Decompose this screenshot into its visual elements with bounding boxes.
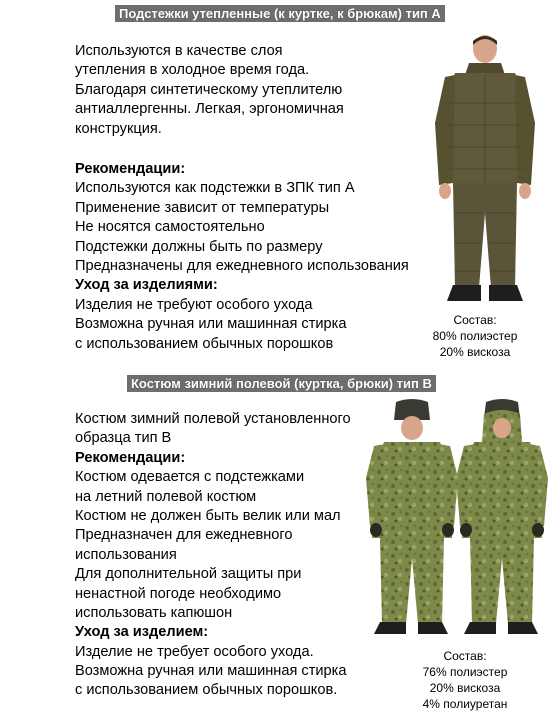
text-line: на летний полевой костюм — [75, 488, 257, 505]
care-title: Уход за изделием: — [75, 624, 209, 641]
text-line: Благодаря синтетическому утеплителю — [75, 81, 343, 98]
composition-line: 4% полиуретан — [422, 697, 508, 711]
text-line: использовать капюшон — [75, 604, 233, 621]
text-line: Костюм зимний полевой установленного — [75, 411, 351, 427]
text-line: с использованием обычных порошков — [75, 335, 334, 352]
text-line: Предназначен для ежедневного — [75, 527, 293, 544]
composition-title: Состав: — [453, 313, 497, 327]
text-line: Изделия не требуют особого ухода — [75, 296, 313, 313]
composition-line: 20% вискоза — [429, 681, 501, 695]
section1-composition — [420, 312, 530, 360]
text-line: утепления в холодное время года. — [75, 62, 310, 79]
text-line: Подстежки должны быть по размеру — [75, 238, 323, 255]
text-line: конструкция. — [75, 120, 162, 137]
soldier-1 — [366, 399, 458, 634]
text-line: Используются в качестве слоя — [75, 43, 283, 59]
text-line: образца тип В — [75, 430, 172, 447]
soldier-2 — [456, 399, 548, 634]
section2-composition — [410, 648, 520, 712]
text-line: Костюм не должен быть велик или мал — [75, 507, 341, 524]
section1-header: Подстежки утепленные (к куртке, к брюкам) тип А — [115, 5, 445, 22]
text-line: с использованием обычных порошков. — [75, 682, 338, 699]
text-line: Возможна ручная или машинная стирка — [75, 316, 347, 333]
recommendations-title: Рекомендации: — [75, 449, 186, 466]
winter-suit-image — [362, 398, 554, 640]
composition-title: Состав: — [443, 649, 487, 663]
text-line: Предназначены для ежедневного использования — [75, 257, 409, 274]
text-line: Для дополнительной защиты при — [75, 566, 302, 583]
care-title: Уход за изделиями: — [75, 277, 218, 294]
text-line: антиаллергенны. Легкая, эргономичная — [75, 101, 344, 118]
liner-suit-image — [425, 33, 545, 308]
section2-header: Костюм зимний полевой (куртка, брюки) тип В — [127, 375, 436, 392]
text-line: Костюм одевается с подстежками — [75, 469, 305, 486]
text-line: Используются как подстежки в ЗПК тип А — [75, 180, 355, 197]
composition-line: 80% полиэстер — [432, 329, 518, 343]
section1-intro — [75, 42, 344, 139]
composition-line: 76% полиэстер — [422, 665, 508, 679]
recommendations-title: Рекомендации: — [75, 161, 186, 177]
text-line: использования — [75, 546, 177, 563]
text-line: Не носятся самостоятельно — [75, 219, 265, 236]
text-line: ненастной погоде необходимо — [75, 585, 282, 602]
section1-recommendations — [75, 160, 409, 354]
composition-line: 20% вискоза — [439, 345, 511, 359]
text-line: Возможна ручная или машинная стирка — [75, 663, 347, 680]
section2-text — [75, 410, 351, 701]
text-line: Применение зависит от температуры — [75, 199, 330, 216]
text-line: Изделие не требует особого ухода. — [75, 643, 314, 660]
